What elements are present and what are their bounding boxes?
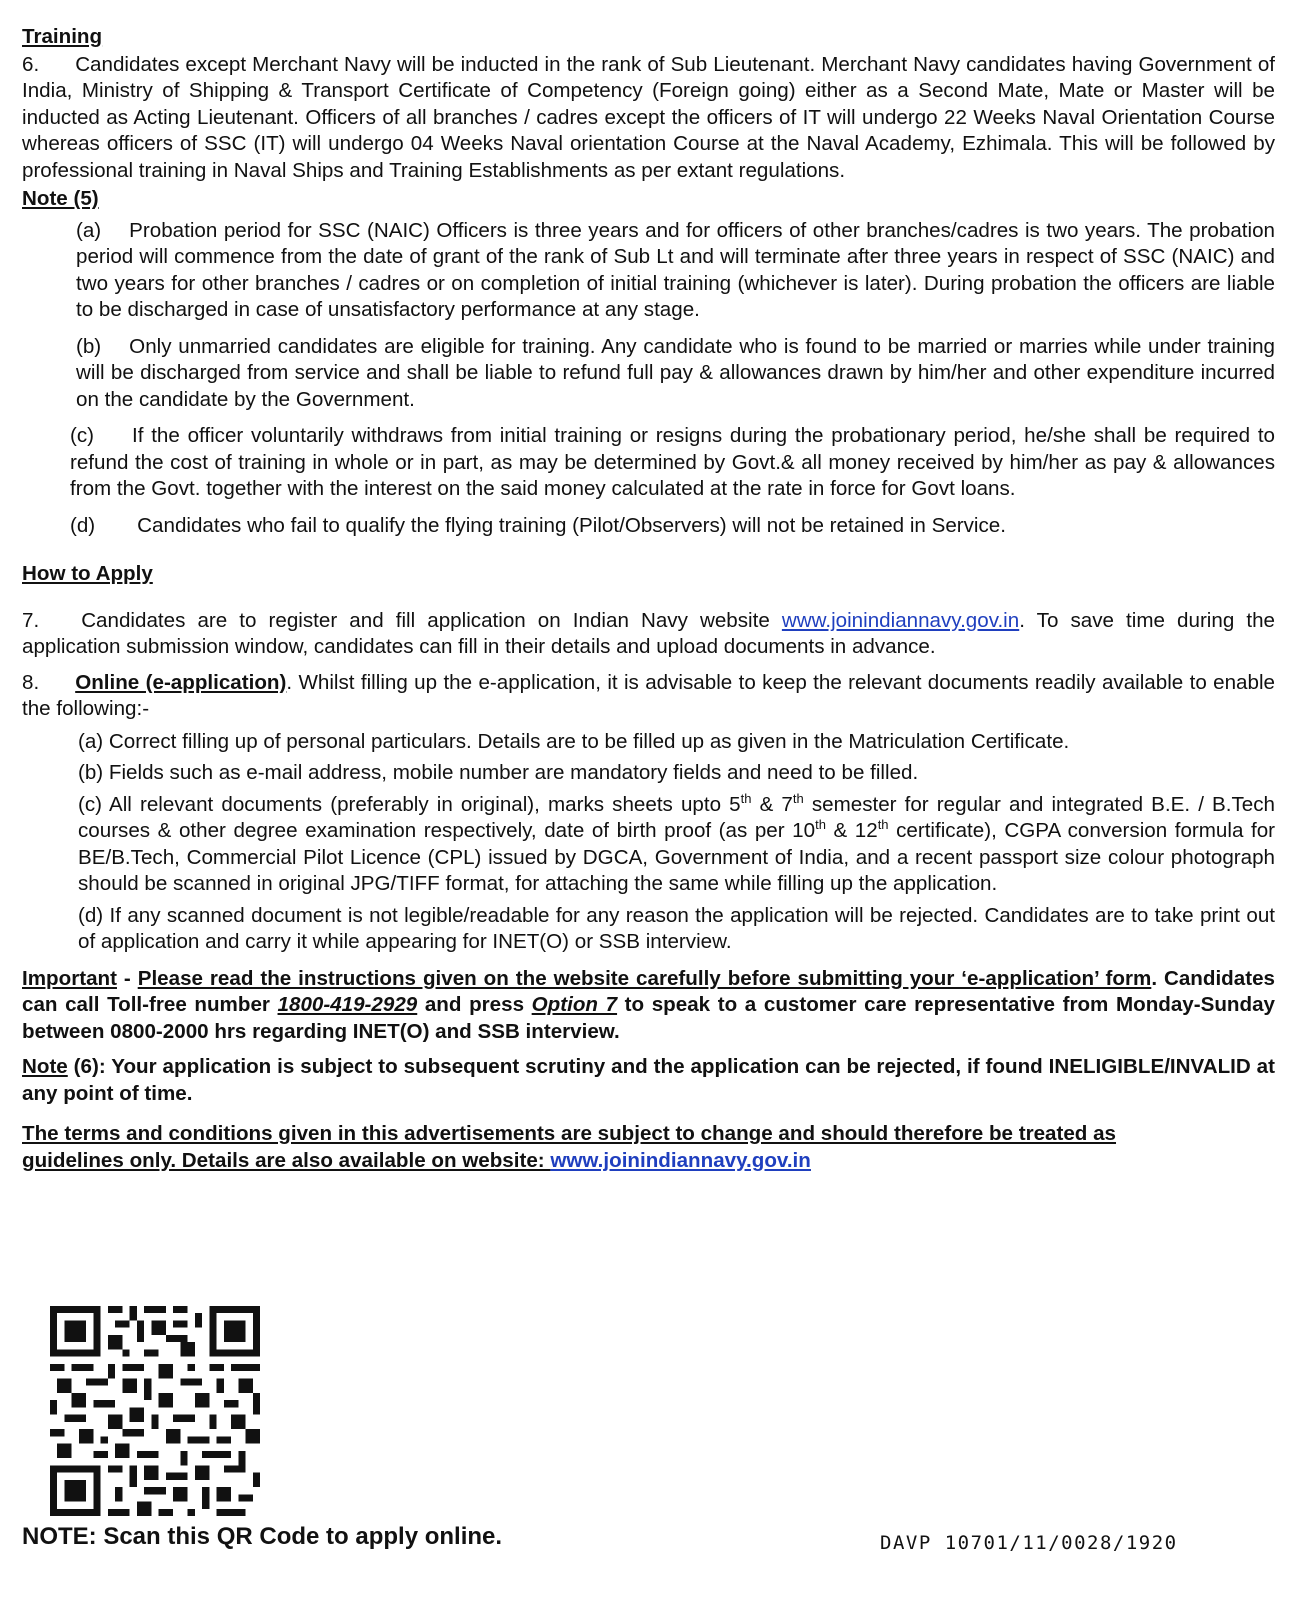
important-notice xyxy=(22,966,1275,1046)
note5-item-label: (a) xyxy=(76,218,102,242)
item-c-text: certificate), CGPA conversion formula for BE/B.Tech, Commercial Pilot Licence (CPL) issued by DGCA, Government of India, and a recent passport size colour photograph should be scanned in original JPG/TIFF format, for attaching the same while filling up the application. xyxy=(78,819,1275,895)
important-label: Important xyxy=(22,966,117,990)
terms-notice xyxy=(22,1121,1275,1174)
superscript: th xyxy=(792,790,804,806)
superscript: th xyxy=(877,817,889,833)
document-body xyxy=(22,24,1275,1174)
note5-item-text: Candidates who fail to qualify the flying training (Pilot/Observers) will not be retained in Service. xyxy=(137,513,1006,537)
note5-heading: Note (5) xyxy=(22,187,99,210)
terms-website-link[interactable]: www.joinindiannavy.gov.in xyxy=(550,1148,811,1172)
note5-list xyxy=(76,218,1275,414)
item-c-text: & 12 xyxy=(825,819,878,842)
note5-item-text: If the officer voluntarily withdraws from initial training or resigns during the probationary period, he/she shall be required to refund the cost of training in whole or in part, as may be determined by Govt.& all money received by him/her as pay & allowances from the Govt. together with the interest on the said money calculated at the rate in force for Govt loans. xyxy=(70,424,1275,500)
important-instruction: Please read the instructions given on the website carefully before submitting your ‘e-application’ form xyxy=(137,966,1152,990)
para-8-item-d: (d) If any scanned document is not legible/readable for any reason the application will be rejected. Candidates are to take print out of application and carry it while appearing for INET(O) or SSB interview. xyxy=(78,903,1275,953)
call-text: Candidates can call Toll-free number xyxy=(22,966,1275,1016)
note5-item-d xyxy=(70,513,1275,540)
tollfree-number: 1800-419-2929 xyxy=(277,993,418,1016)
call-text: and press xyxy=(417,993,532,1016)
item-c-text: semester for regular and integrated B.E. / B.Tech courses & other degree examination respectively, date of birth proof (as per 10 xyxy=(78,792,1275,842)
para-8-item-a: (a) Correct filling up of personal particulars. Details are to be filled up as given in the Matriculation Certificate. xyxy=(78,729,1070,753)
para-8-item-c xyxy=(78,792,1275,898)
para-7-number: 7. xyxy=(22,608,40,632)
para-6 xyxy=(22,52,1275,185)
note6-label: Note xyxy=(22,1055,68,1078)
note6-number: (6) xyxy=(67,1055,99,1078)
note6-text: : Your application is subject to subsequent scrutiny and the application can be rejected, if found INELIGIBLE/INVALID at any point of time. xyxy=(22,1055,1275,1105)
para-8-number: 8. xyxy=(22,670,40,694)
davp-code: DAVP 10701/11/0028/1920 xyxy=(880,1532,1178,1554)
note5-list-cont xyxy=(70,423,1275,539)
how-to-apply-heading: How to Apply xyxy=(22,562,153,585)
note5-item-b xyxy=(76,334,1275,414)
item-c-text: & 7 xyxy=(751,792,793,816)
para-8-sublist xyxy=(78,729,1275,956)
note5-item-label: (c) xyxy=(70,424,95,447)
qr-scan-note: NOTE: Scan this QR Code to apply online. xyxy=(22,1523,503,1550)
para-8-text: . Whilst filling up the e-application, it is advisable to keep the relevant documents readily available to enable the following:- xyxy=(22,670,1275,720)
item-c-text: (c) All relevant documents (preferably in original), marks sheets upto 5 xyxy=(78,792,741,816)
note5-item-c xyxy=(70,423,1275,503)
superscript: th xyxy=(815,817,826,833)
period: . xyxy=(1151,966,1158,990)
note5-item-text: Only unmarried candidates are eligible for training. Any candidate who is found to be married or marries while under training will be discharged from service and shall be liable to refund full pay & allowances drawn by him/her and other expenditure incurred on the candidate by the Government. xyxy=(76,334,1275,411)
note5-item-label: (d) xyxy=(70,513,96,537)
para-7-text: Candidates are to register and fill application on Indian Navy website xyxy=(81,608,782,632)
note6 xyxy=(22,1054,1275,1107)
call-text: to speak to a customer care representative from Monday-Sunday between 0800-2000 hrs regarding INET(O) and SSB interview. xyxy=(22,993,1276,1043)
training-heading: Training xyxy=(22,25,103,48)
para-6-number: 6. xyxy=(22,52,40,76)
para-8 xyxy=(22,670,1275,723)
superscript: th xyxy=(740,790,752,806)
para-7-text-after: . To save time during the application submission window, candidates can fill in their details and upload documents in advance. xyxy=(22,608,1275,658)
para-8-heading: Online (e-application) xyxy=(75,670,287,694)
dash: - xyxy=(116,966,138,990)
note5-item-label: (b) xyxy=(76,334,102,358)
para-6-text: Candidates except Merchant Navy will be inducted in the rank of Sub Lieutenant. Merchant Navy candidates having Government of India, Ministry of Shipping & Transport Certificate of Competency (Foreign going) either as a Second Mate, Mate or Master will be inducted as Acting Lieutenant. Officers of all branches / cadres except the officers of IT will undergo 22 Weeks Naval Orientation Course whereas officers of SSC (IT) will undergo 04 Weeks Naval orientation Course at the Naval Academy, Ezhimala. This will be followed by professional training in Naval Ships and Training Establishments as per extant regulations. xyxy=(22,52,1275,182)
website-link[interactable]: www.joinindiannavy.gov.in xyxy=(781,608,1020,632)
para-8-item-b: (b) Fields such as e-mail address, mobile number are mandatory fields and need to be filled. xyxy=(78,761,919,784)
note5-item-text: Probation period for SSC (NAIC) Officers is three years and for officers of other branches/cadres is two years. The probation period will commence from the date of grant of the rank of Sub Lt and will terminate after three years in respect of SSC (NAIC) and two years for other branches / cadres or on completion of initial training (whichever is later). During probation the officers are liable to be discharged in case of unsatisfactory performance at any stage. xyxy=(76,218,1275,321)
option-number: Option 7 xyxy=(531,993,618,1016)
note5-item-a xyxy=(76,218,1275,324)
para-7 xyxy=(22,608,1275,661)
qr-code-icon[interactable] xyxy=(50,1306,260,1516)
terms-text: The terms and conditions given in this advertisements are subject to change and should therefore be treated as guidelines only. Details are also available on website: xyxy=(22,1122,1117,1172)
